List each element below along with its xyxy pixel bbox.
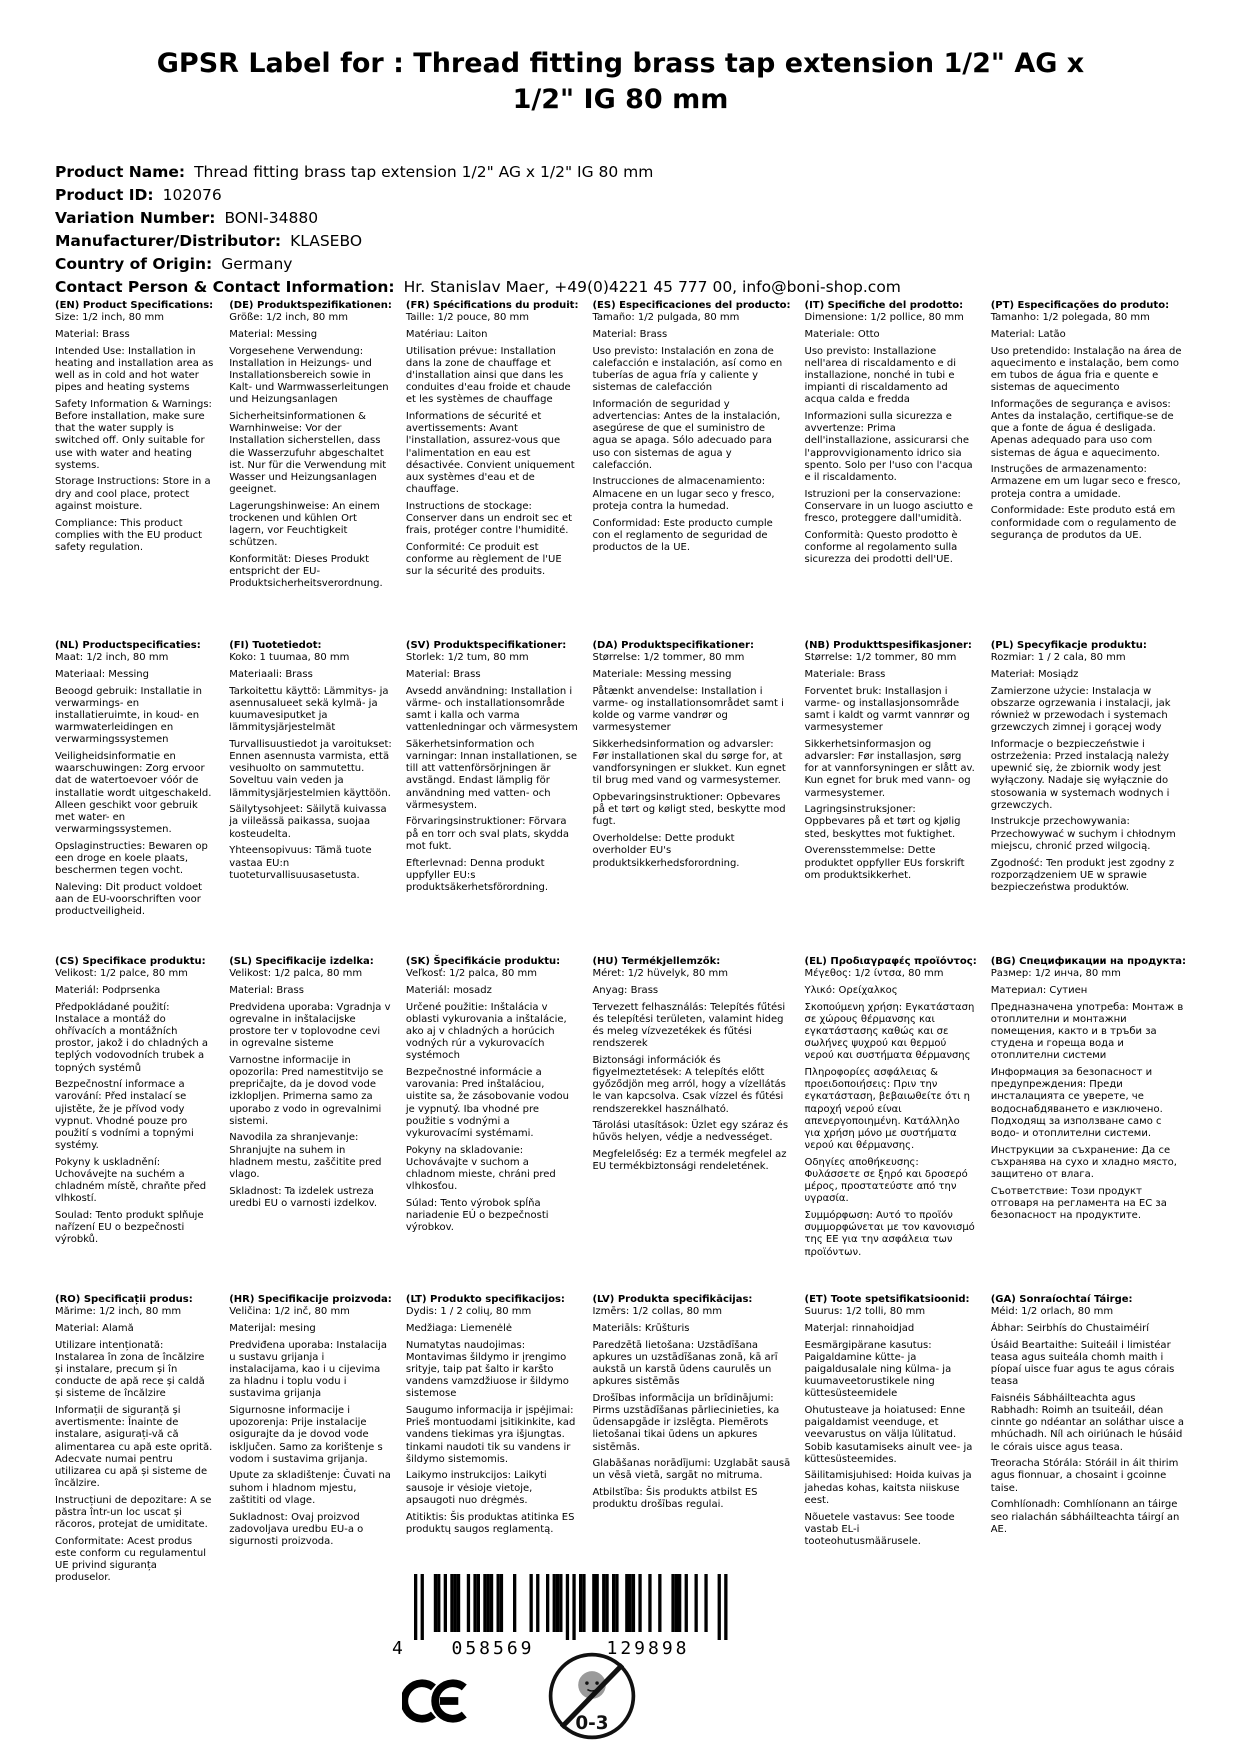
language-block-heading: (PL) Specyfikacje produktu: bbox=[990, 640, 1147, 651]
language-block-paragraph: Informații de siguranță și avertismente: Înainte de instalare, asigurați-vă că alimentarea cu apă este oprită. Adecvate numai pentru utilizarea cu apă și sisteme de încălzire. bbox=[55, 1405, 213, 1490]
field-value: Germany bbox=[221, 255, 293, 274]
language-block-es bbox=[592, 300, 790, 640]
field-label: Country of Origin: bbox=[55, 255, 213, 274]
language-block-heading: (ES) Especificaciones del producto: bbox=[592, 300, 791, 311]
language-block-paragraph: Velikost: 1/2 palce, 80 mm bbox=[55, 968, 188, 980]
language-block-paragraph: Izmērs: 1/2 collas, 80 mm bbox=[592, 1306, 722, 1318]
language-block-paragraph: Sicherheitsinformationen & Warnhinweise: Vor der Installation sicherstellen, dass die Wasserzufuhr abgeschaltet ist. Nur für die Verwendung mit Wasser und Heizungsanlagen geeignet. bbox=[229, 411, 387, 496]
language-block-paragraph: Varnostne informacije in opozorila: Pred namestitvijo se prepričajte, da je dovod vode izklopljen. Primerna samo za uporabo z vodo in ogrevalnimi sistemi. bbox=[229, 1054, 384, 1127]
language-block-paragraph: Material: Brass bbox=[229, 984, 304, 996]
language-block-paragraph: Informations de sécurité et avertissements: Avant l'installation, assurez-vous que l'alimentation en eau est désactivée. Convient uniquement aux systèmes d'eau et de chauffage. bbox=[405, 411, 575, 496]
ce-mark-icon bbox=[402, 1672, 476, 1730]
language-block-paragraph: Material: Brass bbox=[55, 328, 130, 340]
language-block-paragraph: Säilytysohjeet: Säilytä kuivassa ja viileässä paikassa, suojaa kosteudelta. bbox=[229, 804, 387, 840]
language-block-paragraph: Materiale: Brass bbox=[804, 668, 886, 680]
language-block-heading: (HU) Termékjellemzők: bbox=[592, 956, 721, 967]
language-block-paragraph: Conformitate: Acest produs este conform cu regulamentul UE privind siguranța produselor. bbox=[55, 1535, 206, 1584]
language-block-bg bbox=[991, 956, 1186, 1294]
language-block-heading: (RO) Specificații produs: bbox=[55, 1294, 193, 1305]
language-block-lv bbox=[592, 1294, 790, 1585]
language-block-paragraph: Konformität: Dieses Produkt entspricht der EU-Produktsicherheitsverordnung. bbox=[229, 554, 383, 590]
age-warning-text: 0-3 bbox=[575, 1713, 609, 1735]
language-block-pt bbox=[991, 300, 1186, 640]
language-block-nb bbox=[805, 640, 977, 956]
language-block-fr bbox=[406, 300, 579, 640]
language-block-el bbox=[805, 956, 977, 1294]
language-block-paragraph: Veiligheidsinformatie en waarschuwingen: Zorg ervoor dat de watertoevoer vóór de installatie wordt uitgeschakeld. Alleen geschikt voor gebruik met water- en verwarmingssystemen. bbox=[55, 751, 212, 836]
language-block-paragraph: Размер: 1/2 инча, 80 mm bbox=[990, 968, 1121, 980]
language-block-paragraph: Instructions de stockage: Conserver dans un endroit sec et frais, protéger contre l'humidité. bbox=[405, 500, 573, 537]
language-block-paragraph: Utilizare intenționată: Instalarea în zona de încălzire și instalare, precum și în conducte de apă rece și caldă și sisteme de încălzire bbox=[55, 1339, 205, 1400]
language-block-paragraph: Μέγεθος: 1/2 ίντσα, 80 mm bbox=[804, 968, 944, 980]
language-block-paragraph: Tamanho: 1/2 polegada, 80 mm bbox=[990, 312, 1150, 324]
language-block-paragraph: Numatytas naudojimas: Montavimas šildymo ir įrengimo srityje, taip pat šalto ir karšto vandens vamzdžiuose ir šildymo sistemose bbox=[405, 1339, 569, 1400]
language-block-heading: (FR) Spécifications du produit: bbox=[405, 300, 579, 311]
language-block-paragraph: Οδηγίες αποθήκευσης: Φυλάσσετε σε ξηρό και δροσερό μέρος, προστατεύστε από την υγρασία. bbox=[804, 1156, 968, 1205]
language-block-paragraph: Naleving: Dit product voldoet aan de EU-voorschriften voor productveiligheid. bbox=[55, 881, 203, 918]
language-block-paragraph: Sigurnosne informacije i upozorenja: Prije instalacije osigurajte da je dovod vode isključen. Samo za korištenje s vodom i sustavima grijanja. bbox=[229, 1405, 383, 1465]
language-block-paragraph: Informazioni sulla sicurezza e avvertenze: Prima dell'installazione, assicurarsi che l'approvvigionamento idrico sia spento. Solo per l'uso con l'acqua e il riscaldamento. bbox=[804, 411, 973, 483]
language-block-paragraph: Instruções de armazenamento: Armazene em um lugar seco e fresco, proteja contra a umidade. bbox=[990, 464, 1181, 500]
language-block-paragraph: Uso previsto: Installazione nell'area di riscaldamento e di installazione, nonché in tubi e impianti di riscaldamento ad acqua calda e fredda bbox=[804, 345, 956, 406]
language-block-paragraph: Upute za skladištenje: Čuvati na suhom i hladnom mjestu, zaštititi od vlage. bbox=[229, 1470, 391, 1506]
language-block-paragraph: Информация за безопасност и предупреждения: Преди инсталацията се уверете, че водоснабдяването е изключено. Подходящ за използване само с водо- и отоплителни системи. bbox=[990, 1067, 1163, 1139]
language-block-nl bbox=[55, 640, 215, 956]
language-block-paragraph: Mărime: 1/2 inch, 80 mm bbox=[55, 1306, 182, 1318]
product-info-row bbox=[55, 161, 1241, 183]
field-label: Product Name: bbox=[55, 163, 186, 182]
language-block-paragraph: Säilitamisjuhised: Hoida kuivas ja jahedas kohas, kaitsta niiskuse eest. bbox=[804, 1470, 972, 1506]
language-block-paragraph: Materiaali: Brass bbox=[229, 668, 313, 680]
language-block-paragraph: Størrelse: 1/2 tommer, 80 mm bbox=[804, 652, 957, 664]
language-block-paragraph: Safety Information & Warnings: Before installation, make sure that the water supply is switched off. Only suitable for use with water and heating systems. bbox=[55, 398, 212, 471]
language-block-heading: (LT) Produkto specifikacijos: bbox=[405, 1294, 565, 1305]
language-block-paragraph: Ohutusteave ja hoiatused: Enne paigaldamist veenduge, et veevarustus on välja lülitatud. Sobib kasutamiseks ainult vee- ja küttesüsteemides. bbox=[804, 1405, 973, 1465]
field-value: BONI-34880 bbox=[224, 209, 319, 228]
language-block-heading: (EN) Product Specifications: bbox=[55, 300, 214, 311]
language-block-paragraph: Compliance: This product complies with the EU product safety regulation. bbox=[55, 517, 203, 553]
language-block-paragraph: Maat: 1/2 inch, 80 mm bbox=[55, 652, 169, 664]
language-block-paragraph: Opbevaringsinstruktioner: Opbevares på et tørt og køligt sted, beskytte mod fugt. bbox=[592, 792, 786, 828]
language-block-heading: (SK) Špecifikácie produktu: bbox=[405, 956, 561, 967]
language-block-paragraph: Tamaño: 1/2 pulgada, 80 mm bbox=[592, 312, 740, 324]
page-title: GPSR Label for : Thread fitting brass tap extension 1/2" AG x 1/2" IG 80 mm bbox=[156, 48, 1085, 115]
language-block-paragraph: Materiál: Podprsenka bbox=[55, 984, 161, 996]
language-block-hr bbox=[229, 1294, 392, 1585]
product-info-row bbox=[55, 276, 1241, 298]
language-block-heading: (IT) Specifiche del prodotto: bbox=[804, 300, 964, 311]
language-block-paragraph: Pokyny k uskladnění: Uchovávejte na suchém a chladném místě, chraňte před vlhkostí. bbox=[55, 1156, 207, 1205]
language-block-paragraph: Saugumo informacija ir įspėjimai: Prieš montuodami įsitikinkite, kad vandens tiekimas yra išjungtas. tinkami naudoti tik su vandens ir šildymo sistemomis. bbox=[405, 1405, 576, 1465]
language-block-paragraph: Istruzioni per la conservazione: Conservare in un luogo asciutto e fresco, proteggere dall'umidità. bbox=[804, 488, 973, 524]
language-block-paragraph: Sukladnost: Ovaj proizvod zadovoljava uredbu EU-a o sigurnosti proizvoda. bbox=[229, 1511, 364, 1547]
language-block-paragraph: Size: 1/2 inch, 80 mm bbox=[55, 312, 165, 324]
language-block-paragraph: Storlek: 1/2 tum, 80 mm bbox=[405, 652, 529, 664]
language-block-paragraph: Soulad: Tento produkt splňuje nařízení EU o bezpečnosti výrobků. bbox=[55, 1210, 204, 1246]
language-block-da bbox=[592, 640, 790, 956]
language-block-paragraph: Storage Instructions: Store in a dry and cool place, protect against moisture. bbox=[55, 476, 211, 512]
language-block-paragraph: Laikymo instrukcijos: Laikyti sausoje ir vėsioje vietoje, apsaugoti nuo drėgmės. bbox=[405, 1470, 547, 1506]
field-label: Manufacturer/Distributor: bbox=[55, 232, 282, 251]
language-block-ga bbox=[991, 1294, 1186, 1585]
language-block-paragraph: Súlad: Tento výrobok spĺňa nariadenie EÚ o bezpečnosti výrobkov. bbox=[405, 1197, 549, 1234]
language-block-paragraph: Predviđena uporaba: Instalacija u sustavu grijanja i instalacijama, kao i u cijevima za hladnu i toplu vodu i sustavima grijanja bbox=[229, 1339, 388, 1400]
product-info-row bbox=[55, 253, 1241, 275]
language-block-hu bbox=[592, 956, 790, 1294]
language-block-paragraph: Skladnost: Ta izdelek ustreza uredbi EU o varnosti izdelkov. bbox=[229, 1185, 378, 1209]
language-block-paragraph: Veľkosť: 1/2 palca, 80 mm bbox=[405, 968, 537, 980]
language-block-paragraph: Intended Use: Installation in heating and installation area as well as in cold and hot water pipes and heating systems bbox=[55, 345, 214, 394]
language-block-paragraph: Anyag: Brass bbox=[592, 984, 659, 996]
language-block-heading: (NB) Produkttspesifikasjoner: bbox=[804, 640, 972, 651]
language-block-paragraph: Rozmiar: 1 / 2 cala, 80 mm bbox=[990, 652, 1126, 664]
language-block-paragraph: Instrucciones de almacenamiento: Almacene en un lugar seco y fresco, proteja contra la humedad. bbox=[592, 476, 775, 512]
language-block-paragraph: Predvidena uporaba: Vgradnja v ogrevalne in inštalacijske prostore ter v toplovodne cevi in ogrevalne sisteme bbox=[229, 1001, 391, 1050]
language-block-paragraph: Säkerhetsinformation och varningar: Innan installationen, se till att vattenförsörjningen är avstängd. Endast lämplig för användning med vatten- och värmesystem. bbox=[405, 738, 577, 811]
language-block-paragraph: Velikost: 1/2 palca, 80 mm bbox=[229, 968, 363, 980]
language-block-heading: (DA) Produktspecifikationer: bbox=[592, 640, 754, 651]
product-info-row bbox=[55, 207, 1241, 229]
language-block-paragraph: Nõuetele vastavus: See toode vastab EL-i tooteohutusmäärusele. bbox=[804, 1511, 955, 1547]
product-info bbox=[55, 161, 1241, 298]
language-block-fi bbox=[229, 640, 392, 956]
language-block-paragraph: Material: Brass bbox=[592, 328, 668, 340]
language-block-heading: (SV) Produktspecifikationer: bbox=[405, 640, 567, 651]
language-block-paragraph: Overholdelse: Dette produkt overholder EU's produktsikkerhedsforordning. bbox=[592, 833, 740, 869]
language-block-paragraph: Drošības informācija un brīdinājumi: Pirms uzstādīšanas pārliecinieties, ka ūdensapgāde ir izslēgta. Piemērots lietošanai tikai ūdens un apkures sistēmās. bbox=[592, 1392, 780, 1453]
language-block-heading: (FI) Tuotetiedot: bbox=[229, 640, 322, 651]
language-block-paragraph: Předpokládané použití: Instalace a montáž do ohřívacích a montážních prostor, jakož i do chladných a teplých vodovodních trubek a topných systémů bbox=[55, 1001, 209, 1074]
language-block-paragraph: Beoogd gebruik: Installatie in verwarmings- en installatieruimte, in koud- en warmwaterleidingen en verwarmingssystemen bbox=[55, 685, 202, 746]
svg-text:129898: 129898 bbox=[606, 1638, 690, 1658]
language-block-paragraph: Materiál: mosadz bbox=[405, 984, 492, 996]
language-block-paragraph: Materiāls: Krūšturis bbox=[592, 1322, 690, 1334]
language-block-paragraph: Tarkoitettu käyttö: Lämmitys- ja asennusalueet sekä kylmä- ja kuumavesiputket ja lämmitysjärjestelmät bbox=[229, 685, 389, 734]
language-block-cs bbox=[55, 956, 215, 1294]
language-block-paragraph: Størrelse: 1/2 tommer, 80 mm bbox=[592, 652, 745, 664]
language-block-de bbox=[229, 300, 392, 640]
language-block-paragraph: Sikkerhedsinformation og advarsler: Før installationen skal du sørge for, at vandforsyningen er slukket. Kun egnet til brug med vand og varmesystemer. bbox=[592, 738, 786, 787]
language-block-paragraph: Conformidad: Este producto cumple con el reglamento de seguridad de productos de la UE. bbox=[592, 517, 773, 553]
language-block-paragraph: Méret: 1/2 hüvelyk, 80 mm bbox=[592, 968, 729, 980]
language-block-paragraph: Sikkerhetsinformasjon og advarsler: Før installasjon, sørg for at vannforsyningen er slått av. Kun egnet for bruk med vann- og varmesystemer. bbox=[804, 738, 975, 799]
language-block-paragraph: Koko: 1 tuumaa, 80 mm bbox=[229, 652, 350, 664]
language-block-heading: (DE) Produktspezifikationen: bbox=[229, 300, 392, 311]
language-block-paragraph: Méid: 1/2 orlach, 80 mm bbox=[990, 1306, 1114, 1318]
language-block-paragraph: Påtænkt anvendelse: Installation i varme- og installationsområdet samt i kolde og varme vandrør og varmesystemer bbox=[592, 685, 784, 734]
language-block-paragraph: Materiale: Otto bbox=[804, 328, 880, 340]
language-block-paragraph: Πληροφορίες ασφάλειας & προειδοποιήσεις: Πριν την εγκατάσταση, βεβαιωθείτε ότι η παροχή νερού είναι απενεργοποιημένη. Κατάλληλο για χρήση μόνο με συστήματα νερού και θέρμανσης. bbox=[804, 1067, 970, 1152]
language-block-paragraph: Lagringsinstruksjoner: Oppbevares på et tørt og kjølig sted, beskyttes mot fuktighet. bbox=[804, 804, 961, 840]
language-block-en bbox=[55, 300, 215, 640]
language-block-heading: (NL) Productspecificaties: bbox=[55, 640, 201, 651]
language-block-paragraph: Materiał: Mosiądz bbox=[990, 668, 1079, 680]
language-block-paragraph: Uso previsto: Instalación en zona de calefacción e instalación, así como en tuberías de agua fría y caliente y sistemas de calefacción bbox=[592, 345, 783, 394]
language-block-sl bbox=[229, 956, 392, 1294]
language-block-paragraph: Lagerungshinweise: An einem trockenen und kühlen Ort lagern, vor Feuchtigkeit schützen. bbox=[229, 500, 380, 549]
language-block-paragraph: Materjal: rinnahoidjad bbox=[804, 1322, 915, 1334]
language-block-heading: (CS) Specifikace produktu: bbox=[55, 956, 206, 967]
svg-text:4: 4 bbox=[392, 1638, 403, 1658]
field-value: Thread fitting brass tap extension 1/2" AG x 1/2" IG 80 mm bbox=[194, 163, 654, 182]
language-block-paragraph: Comhlíonadh: Comhlíonann an táirge seo rialachán sábháilteachta táirgí an AE. bbox=[990, 1499, 1180, 1535]
language-block-paragraph: Dimensione: 1/2 pollice, 80 mm bbox=[804, 312, 964, 324]
field-value: Hr. Stanislav Maer, +49(0)4221 45 777 00, info@boni-shop.com bbox=[403, 278, 901, 297]
product-info-row bbox=[55, 184, 1241, 206]
language-block-paragraph: Suurus: 1/2 tolli, 80 mm bbox=[804, 1306, 926, 1318]
language-block-sk bbox=[406, 956, 579, 1294]
language-block-lt bbox=[406, 1294, 579, 1585]
language-block-paragraph: Förvaringsinstruktioner: Förvara på en torr och sval plats, skydda mot fukt. bbox=[405, 816, 569, 852]
language-block-paragraph: Zamierzone użycie: Instalacja w obszarze ogrzewania i instalacji, jak również w przewodach i systemach grzewczych zimnej i gorącej wody bbox=[990, 685, 1171, 734]
language-block-paragraph: Ábhar: Seirbhís do Chustaiméirí bbox=[990, 1322, 1149, 1334]
language-grid bbox=[55, 300, 1186, 1585]
language-block-paragraph: Инструкции за съхранение: Да се съхранява на сухо и хладно място, защитено от влага. bbox=[990, 1144, 1177, 1180]
language-block-paragraph: Bezpečnostní informace a varování: Před instalací se ujistěte, že je přívod vody vypnut. Vhodné pouze pro použití s vodními a topnými systémy. bbox=[55, 1079, 194, 1152]
age-warning-0-3-icon bbox=[546, 1648, 638, 1744]
language-block-paragraph: Turvallisuustiedot ja varoitukset: Ennen asennusta varmista, että vesihuolto on sammutettu. Soveltuu vain veden ja lämmitysjärjestelmien käyttöön. bbox=[229, 738, 392, 799]
language-block-heading: (PT) Especificações do produto: bbox=[990, 300, 1170, 311]
language-block-paragraph: Instrucțiuni de depozitare: A se păstra într-un loc uscat și răcoros, protejat de umiditate. bbox=[55, 1494, 212, 1531]
svg-text:058569: 058569 bbox=[451, 1638, 535, 1658]
language-block-paragraph: Megfelelőség: Ez a termék megfelel az EU termékbiztonsági rendeletének. bbox=[592, 1149, 787, 1173]
language-block-paragraph: Informacje o bezpieczeństwie i ostrzeżenia: Przed instalacją należy upewnić się, że zbiornik wody jest wyłączony. Nadaje się wyłącznie do stosowania w systemach wodnych i grzewczych. bbox=[990, 738, 1170, 811]
language-block-paragraph: Pokyny na skladovanie: Uchovávajte v suchom a chladnom mieste, chráni pred vlhkosťou. bbox=[405, 1144, 556, 1193]
field-label: Product ID: bbox=[55, 186, 154, 205]
ean13-barcode bbox=[390, 1574, 730, 1658]
language-block-paragraph: Material: Latão bbox=[990, 328, 1066, 340]
language-block-paragraph: Paredzētā lietošana: Uzstādīšana apkures un uzstādīšanas zonā, kā arī aukstā un karstā ūdens caurulēs un apkures sistēmās bbox=[592, 1339, 778, 1388]
language-block-pl bbox=[991, 640, 1186, 956]
language-block-paragraph: Eesmärgipärane kasutus: Paigaldamine kütte- ja paigaldusalale ning külma- ja kuumaveetorustikele ning küttesüsteemidele bbox=[804, 1339, 952, 1400]
language-block-paragraph: Yhteensopivuus: Tämä tuote vastaa EU:n tuoteturvallisuusasetusta. bbox=[229, 845, 372, 881]
language-block-heading: (EL) Προδιαγραφές προϊόντος: bbox=[804, 956, 977, 967]
language-block-sv bbox=[406, 640, 579, 956]
language-block-paragraph: Navodila za shranjevanje: Shranjujte na suhem in hladnem mestu, zaščitite pred vlago. bbox=[229, 1132, 382, 1180]
language-block-paragraph: Conformité: Ce produit est conforme au règlement de l'UE sur la sécurité des produits. bbox=[405, 541, 562, 578]
language-block-paragraph: Atitiktis: Šis produktas atitinka ES produktų saugos reglamentą. bbox=[405, 1511, 575, 1535]
barcode-bars bbox=[390, 1574, 730, 1658]
language-block-paragraph: Taille: 1/2 pouce, 80 mm bbox=[405, 312, 529, 324]
field-value: KLASEBO bbox=[290, 232, 363, 251]
language-block-paragraph: Material: Brass bbox=[405, 668, 481, 680]
product-info-row bbox=[55, 230, 1241, 252]
language-block-it bbox=[805, 300, 977, 640]
language-block-paragraph: Opslaginstructies: Bewaren op een droge en koele plaats, beschermen tegen vocht. bbox=[55, 840, 208, 877]
language-block-paragraph: Informações de segurança e avisos: Antes da instalação, certifique-se de que a fonte de água é desligada. Apenas adequado para uso com sistemas de água e aquecimento. bbox=[990, 398, 1174, 459]
field-value: 102076 bbox=[162, 186, 222, 205]
language-block-paragraph: Dydis: 1 / 2 colių, 80 mm bbox=[405, 1306, 532, 1318]
language-block-paragraph: Glabāšanas norādījumi: Uzglabāt sausā un vēsā vietā, sargāt no mitruma. bbox=[592, 1458, 791, 1482]
language-block-paragraph: Съответствие: Този продукт отговаря на регламента на ЕС за безопасност на продуктите. bbox=[990, 1185, 1167, 1222]
language-block-paragraph: Bezpečnostné informácie a varovania: Pred inštaláciou, uistite sa, že zásobovanie vodou je vypnutý. Iba vhodné pre použitie s vodnými a vykurovacími systémami. bbox=[405, 1067, 569, 1139]
language-block-paragraph: Materiale: Messing messing bbox=[592, 668, 732, 680]
language-block-paragraph: Veličina: 1/2 inč, 80 mm bbox=[229, 1306, 350, 1318]
language-block-paragraph: Materijal: mesing bbox=[229, 1322, 316, 1334]
language-block-heading: (BG) Спецификации на продукта: bbox=[990, 956, 1186, 967]
language-block-paragraph: Instrukcje przechowywania: Przechowywać w suchym i chłodnym miejscu, chronić przed wilgocią. bbox=[990, 816, 1176, 852]
language-block-paragraph: Tárolási utasítások: Üzlet egy száraz és hűvös helyen, védje a nedvességet. bbox=[592, 1120, 789, 1144]
language-block-paragraph: Υλικό: Ορείχαλκος bbox=[804, 984, 898, 996]
language-block-paragraph: Материал: Сутиен bbox=[990, 984, 1088, 996]
language-block-paragraph: Faisnéis Sábháilteachta agus Rabhadh: Roimh an tsuiteáil, déan cinnte go ndéantar an soláthar uisce a mhúchadh. Níl ach oiriúnach le húsáid le córais uisce agus teasa. bbox=[990, 1392, 1185, 1453]
language-block-paragraph: Úsáid Beartaithe: Suiteáil i limistéar teasa agus suiteála chomh maith i píopaí uisce fuar agus te agus córais teasa bbox=[990, 1339, 1175, 1388]
language-block-paragraph: Treoracha Stórála: Stóráil in áit thirim agus fionnuar, a chosaint i gcoinne taise. bbox=[990, 1458, 1179, 1494]
language-block-paragraph: Vorgesehene Verwendung: Installation in Heizungs- und Installationsbereich sowie in Kalt- und Warmwasserleitungen und Heizungsanlagen bbox=[229, 345, 389, 406]
language-block-paragraph: Atbilstība: Šis produkts atbilst ES produktu drošības regulai. bbox=[592, 1487, 758, 1511]
language-block-paragraph: Medžiaga: Liemenėlė bbox=[405, 1322, 513, 1334]
language-block-paragraph: Συμμόρφωση: Αυτό το προϊόν συμμορφώνεται με τον κανονισμό της ΕΕ για την ασφάλεια των προϊόντων. bbox=[804, 1210, 975, 1258]
language-block-paragraph: Biztonsági információk és figyelmeztetések: A telepítés előtt győződjön meg arról, hogy a vízellátás le van kapcsolva. Csak vízzel és fűtési rendszerekkel használható. bbox=[592, 1054, 786, 1115]
language-block-paragraph: Tervezett felhasználás: Telepítés fűtési és telepítési területen, valamint hideg és meleg vízvezetékek és fűtési rendszerek bbox=[592, 1001, 786, 1050]
language-block-paragraph: Conformidade: Este produto está em conformidade com o regulamento de segurança de produtos da UE. bbox=[990, 505, 1177, 541]
language-block-paragraph: Größe: 1/2 inch, 80 mm bbox=[229, 312, 348, 324]
language-block-heading: (GA) Sonraíochtaí Táirge: bbox=[990, 1294, 1133, 1305]
language-block-paragraph: Σκοπούμενη χρήση: Εγκατάσταση σε χώρους θέρμανσης και εγκατάστασης καθώς και σε σωλήνες ψυχρού και θερμού νερού και συστήματα θέρμανσης bbox=[804, 1001, 975, 1062]
language-block-paragraph: Overensstemmelse: Dette produktet oppfyller EUs forskrift om produktsikkerhet. bbox=[804, 845, 965, 881]
language-block-paragraph: Conformità: Questo prodotto è conforme al regolamento sulla sicurezza dei prodotti dell'UE. bbox=[804, 529, 958, 566]
language-block-paragraph: Material: Alamă bbox=[55, 1322, 134, 1334]
language-block-paragraph: Zgodność: Ten produkt jest zgodny z rozporządzeniem UE w sprawie bezpieczeństwa produktów. bbox=[990, 857, 1175, 893]
language-block-heading: (ET) Toote spetsifikatsioonid: bbox=[804, 1294, 970, 1305]
language-block-paragraph: Určené použitie: Inštalácia v oblasti vykurovania a inštalácie, ako aj v chladných a horúcich vodných rúr a vykurovacích systémoch bbox=[405, 1001, 567, 1062]
language-block-paragraph: Предназначена употреба: Монтаж в отоплителни и монтажни помещения, както и в тръби за студена и гореща вода и отоплителни системи bbox=[990, 1001, 1184, 1062]
language-block-heading: (SL) Specifikacije izdelka: bbox=[229, 956, 374, 967]
language-block-paragraph: Utilisation prévue: Installation dans la zone de chauffage et d'installation ainsi que dans les conduites d'eau froide et chaude et les systèmes de chauffage bbox=[405, 345, 571, 406]
language-block-heading: (HR) Specifikacije proizvoda: bbox=[229, 1294, 392, 1305]
field-label: Contact Person & Contact Information: bbox=[55, 278, 395, 297]
language-block-et bbox=[805, 1294, 977, 1585]
language-block-ro bbox=[55, 1294, 215, 1585]
language-block-paragraph: Forventet bruk: Installasjon i varme- og installasjonsområde samt i kaldt og varmt vannrør og varmesystemer bbox=[804, 685, 970, 734]
language-block-paragraph: Información de seguridad y advertencias: Antes de la instalación, asegúrese de que el suministro de agua se apaga. Sólo adecuado para uso con sistemas de agua y calefacción. bbox=[592, 398, 781, 471]
language-block-paragraph: Efterlevnad: Denna produkt uppfyller EU:s produktsäkerhetsförordning. bbox=[405, 857, 549, 893]
language-block-paragraph: Matériau: Laiton bbox=[405, 328, 488, 340]
language-block-paragraph: Material: Messing bbox=[229, 328, 318, 340]
language-block-paragraph: Materiaal: Messing bbox=[55, 668, 149, 680]
field-label: Variation Number: bbox=[55, 209, 216, 228]
language-block-paragraph: Avsedd användning: Installation i värme- och installationsområde samt i kalla och varma vattenledningar och värmesystem bbox=[405, 685, 578, 734]
language-block-heading: (LV) Produkta specifikācijas: bbox=[592, 1294, 753, 1305]
language-block-paragraph: Uso pretendido: Instalação na área de aquecimento e instalação, bem como em tubos de água fria e quente e sistemas de aquecimento bbox=[990, 345, 1182, 394]
